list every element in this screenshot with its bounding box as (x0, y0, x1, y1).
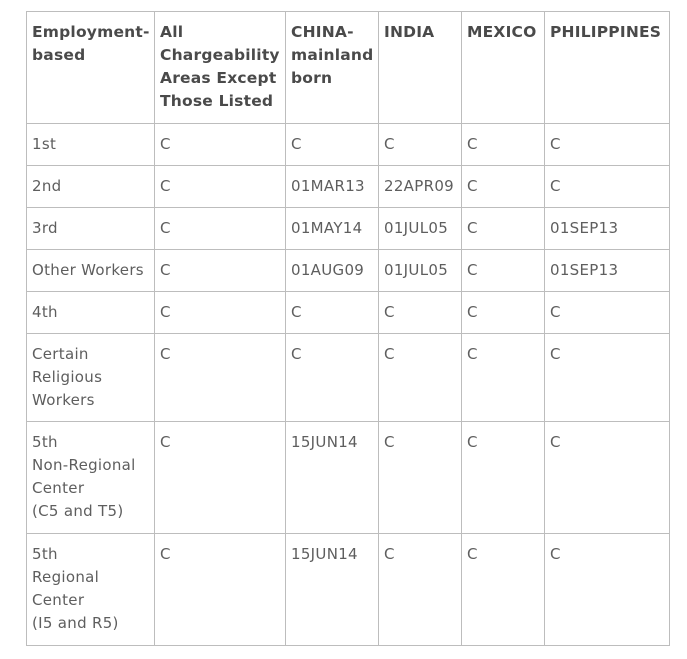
cell-india: 01JUL05 (379, 250, 462, 292)
cell-mexico: C (462, 250, 545, 292)
header-row (27, 12, 670, 124)
header-india: INDIA (379, 12, 462, 124)
header-mexico: MEXICO (462, 12, 545, 124)
cell-mexico: C (462, 334, 545, 422)
table-row (27, 250, 670, 292)
cell-philippines: C (545, 166, 670, 208)
header-philippines: PHILIPPINES (545, 12, 670, 124)
cell-china: 15JUN14 (286, 534, 379, 646)
cell-mexico: C (462, 166, 545, 208)
cell-philippines: C (545, 292, 670, 334)
cell-india: C (379, 124, 462, 166)
header-china: CHINA- mainland born (286, 12, 379, 124)
cell-all-chargeability: C (155, 250, 286, 292)
cell-china: 15JUN14 (286, 422, 379, 534)
table-row (27, 292, 670, 334)
cell-philippines: C (545, 334, 670, 422)
cell-china: 01AUG09 (286, 250, 379, 292)
cell-india: 22APR09 (379, 166, 462, 208)
row-category: 5th Regional Center (I5 and R5) (27, 534, 155, 646)
cell-philippines: 01SEP13 (545, 250, 670, 292)
table-row (27, 208, 670, 250)
row-category: 2nd (27, 166, 155, 208)
row-category: 3rd (27, 208, 155, 250)
cell-philippines: C (545, 534, 670, 646)
visa-bulletin-table-container (26, 11, 670, 646)
cell-philippines: C (545, 422, 670, 534)
cell-philippines: C (545, 124, 670, 166)
cell-all-chargeability: C (155, 422, 286, 534)
cell-mexico: C (462, 534, 545, 646)
cell-mexico: C (462, 124, 545, 166)
cell-china: C (286, 124, 379, 166)
table-row (27, 334, 670, 422)
cell-india: C (379, 292, 462, 334)
cell-india: C (379, 534, 462, 646)
header-employment-based: Employment- based (27, 12, 155, 124)
cell-philippines: 01SEP13 (545, 208, 670, 250)
visa-bulletin-table (26, 11, 670, 646)
table-row (27, 534, 670, 646)
cell-all-chargeability: C (155, 334, 286, 422)
row-category: Other Workers (27, 250, 155, 292)
cell-all-chargeability: C (155, 292, 286, 334)
cell-all-chargeability: C (155, 208, 286, 250)
cell-mexico: C (462, 422, 545, 534)
cell-india: 01JUL05 (379, 208, 462, 250)
cell-all-chargeability: C (155, 166, 286, 208)
row-category: Certain Religious Workers (27, 334, 155, 422)
row-category: 5th Non-Regional Center (C5 and T5) (27, 422, 155, 534)
cell-india: C (379, 422, 462, 534)
cell-all-chargeability: C (155, 534, 286, 646)
cell-china: C (286, 292, 379, 334)
cell-china: 01MAR13 (286, 166, 379, 208)
row-category: 1st (27, 124, 155, 166)
table-row (27, 124, 670, 166)
cell-mexico: C (462, 292, 545, 334)
cell-all-chargeability: C (155, 124, 286, 166)
row-category: 4th (27, 292, 155, 334)
table-row (27, 422, 670, 534)
cell-mexico: C (462, 208, 545, 250)
cell-india: C (379, 334, 462, 422)
cell-china: 01MAY14 (286, 208, 379, 250)
header-all-chargeability: All Chargeability Areas Except Those Listed (155, 12, 286, 124)
cell-china: C (286, 334, 379, 422)
table-row (27, 166, 670, 208)
